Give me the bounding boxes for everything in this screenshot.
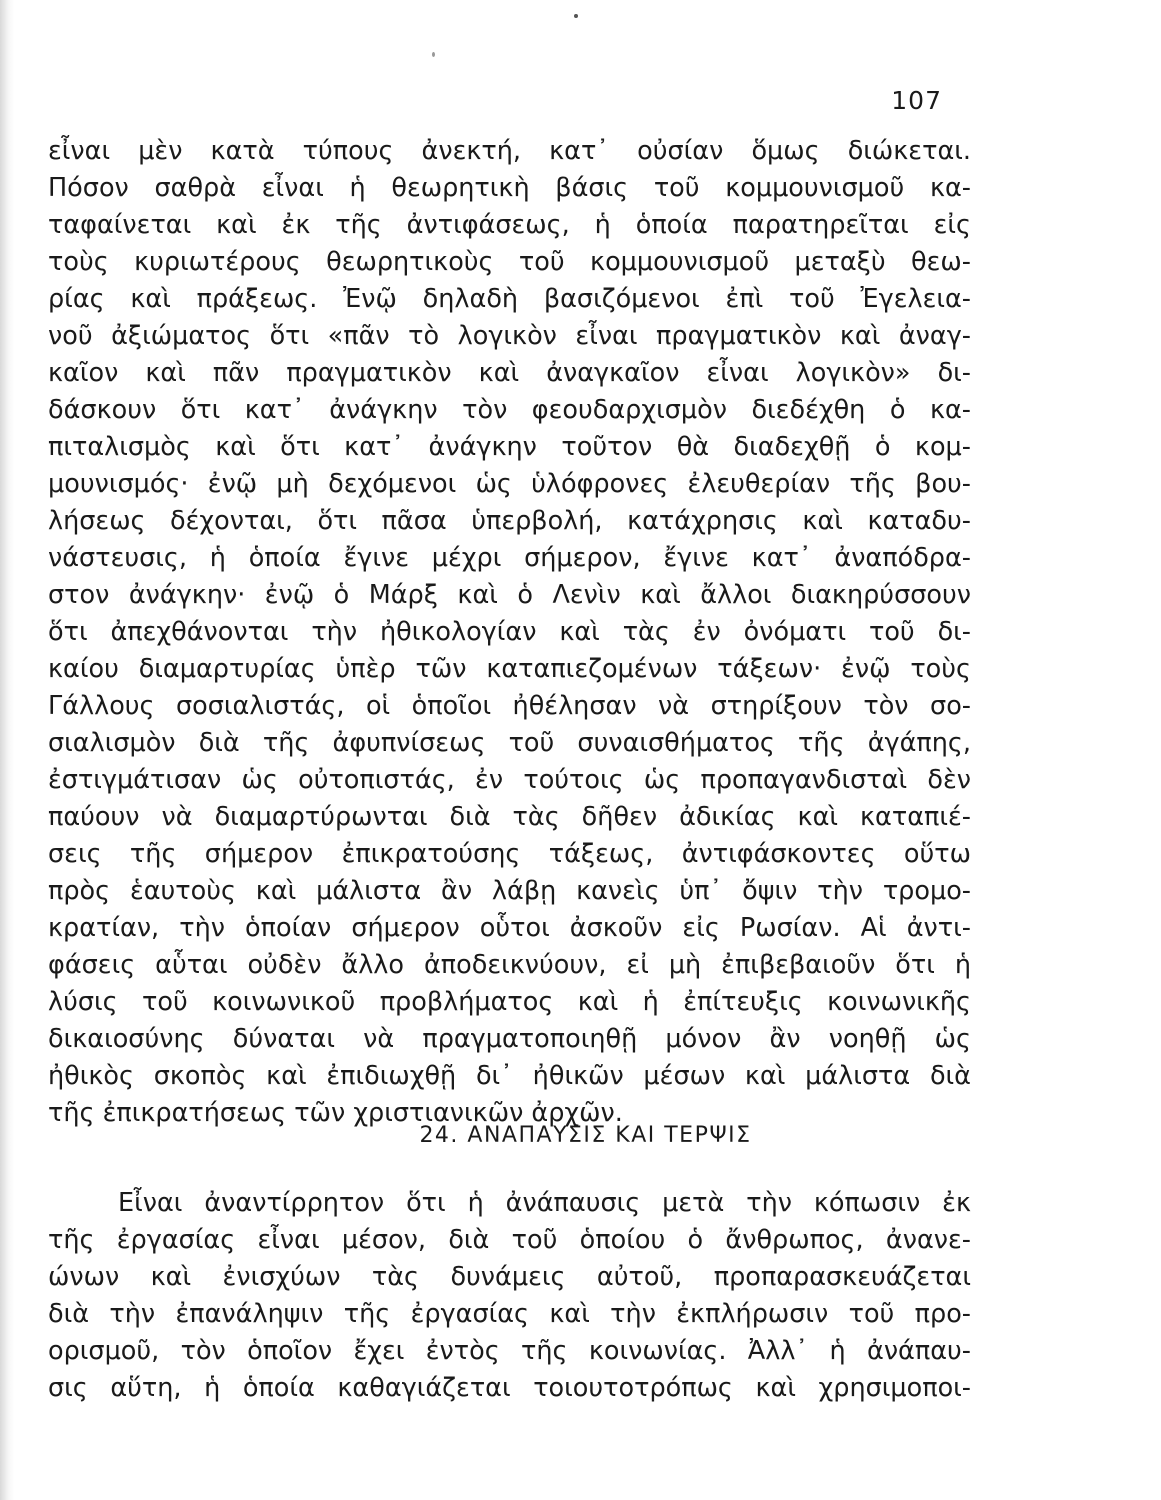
text-line: λήσεως δέχονται, ὅτι πᾶσα ὑπερβολή, κατάχρησις καὶ καταδυ- [48,506,971,536]
text-line: νοῦ ἀξιώματος ὅτι «πᾶν τὸ λογικὸν εἶναι πραγματικὸν καὶ ἀναγ- [48,321,971,351]
text-line: Πόσον σαθρὰ εἶναι ἡ θεωρητικὴ βάσις τοῦ κομμουνισμοῦ κα- [48,173,971,203]
text-line: ρίας καὶ πράξεως. Ἐνῷ δηλαδὴ βασιζόμενοι ἐπὶ τοῦ Ἐγελεια- [48,284,971,314]
text-line: καῖον καὶ πᾶν πραγματικὸν καὶ ἀναγκαῖον εἶναι λογικὸν» δι- [48,358,971,388]
text-line: τῆς ἐργασίας εἶναι μέσον, διὰ τοῦ ὁποίου ὁ ἄνθρωπος, ἀνανε- [48,1225,971,1255]
scanned-page-edge-shadow [0,0,14,1500]
page-number: 107 [891,86,942,115]
text-line: σιαλισμὸν διὰ τῆς ἀφυπνίσεως τοῦ συναισθήματος τῆς ἀγάπης, [48,728,971,758]
text-line: ώνων καὶ ἐνισχύων τὰς δυνάμεις αὐτοῦ, προπαρασκευάζεται [48,1262,971,1292]
text-line: παύουν νὰ διαμαρτύρωνται διὰ τὰς δῆθεν ἀδικίας καὶ καταπιέ- [48,802,971,832]
text-line: ταφαίνεται καὶ ἐκ τῆς ἀντιφάσεως, ἡ ὁποία παρατηρεῖται εἰς [48,210,971,240]
text-line: στον ἀνάγκην· ἐνῷ ὁ Μάρξ καὶ ὁ Λενὶν καὶ ἄλλοι διακηρύσσουν [48,580,971,610]
text-line: πιταλισμὸς καὶ ὅτι κατ᾽ ἀνάγκην τοῦτον θὰ διαδεχθῇ ὁ κομ- [48,432,971,462]
text-line: Γάλλους σοσιαλιστάς, οἱ ὁποῖοι ἠθέλησαν νὰ στηρίξουν τὸν σο- [48,691,971,721]
text-line: καίου διαμαρτυρίας ὑπὲρ τῶν καταπιεζομένων τάξεων· ἐνῷ τοὺς [48,654,971,684]
text-line: δικαιοσύνης δύναται νὰ πραγματοποιηθῇ μόνον ἂν νοηθῇ ὡς [48,1024,971,1054]
text-line: τοὺς κυριωτέρους θεωρητικοὺς τοῦ κομμουνισμοῦ μεταξὺ θεω- [48,247,971,277]
scan-dust-speck [432,52,435,57]
text-line: λύσις τοῦ κοινωνικοῦ προβλήματος καὶ ἡ ἐπίτευξις κοινωνικῆς [48,987,971,1017]
scan-dust-speck [574,14,578,18]
text-line: Εἶναι ἀναντίρρητον ὅτι ἡ ἀνάπαυσις μετὰ τὴν κόπωσιν ἐκ [118,1188,971,1218]
text-line: πρὸς ἑαυτοὺς καὶ μάλιστα ἂν λάβῃ κανεὶς ὑπ᾽ ὄψιν τὴν τρομο- [48,876,971,906]
text-line: μουνισμός· ἐνῷ μὴ δεχόμενοι ὡς ὑλόφρονες ἐλευθερίαν τῆς βου- [48,469,971,499]
text-line: δάσκουν ὅτι κατ᾽ ἀνάγκην τὸν φεουδαρχισμὸν διεδέχθη ὁ κα- [48,395,971,425]
text-line: ὅτι ἀπεχθάνονται τὴν ἠθικολογίαν καὶ τὰς ἐν ὀνόματι τοῦ δι- [48,617,971,647]
text-line: νάστευσις, ἡ ὁποία ἔγινε μέχρι σήμερον, ἔγινε κατ᾽ ἀναπόδρα- [48,543,971,573]
text-line: ορισμοῦ, τὸν ὁποῖον ἔχει ἐντὸς τῆς κοινωνίας. Ἀλλ᾽ ἡ ἀνάπαυ- [48,1336,971,1366]
text-line: διὰ τὴν ἐπανάληψιν τῆς ἐργασίας καὶ τὴν ἐκπλήρωσιν τοῦ προ- [48,1299,971,1329]
text-line: σεις τῆς σήμερον ἐπικρατούσης τάξεως, ἀντιφάσκοντες οὕτω [48,839,971,869]
text-line: φάσεις αὗται οὐδὲν ἄλλο ἀποδεικνύουν, εἰ μὴ ἐπιβεβαιοῦν ὅτι ἡ [48,950,971,980]
text-line: ἐστιγμάτισαν ὡς οὐτοπιστάς, ἐν τούτοις ὡς προπαγανδισταὶ δὲν [48,765,971,795]
text-line: κρατίαν, τὴν ὁποίαν σήμερον οὗτοι ἀσκοῦν εἰς Ρωσίαν. Αἱ ἀντι- [48,913,971,943]
text-line: σις αὕτη, ἡ ὁποία καθαγιάζεται τοιουτοτρόπως καὶ χρησιμοποι- [48,1373,971,1403]
section-heading: 24. ΑΝΑΠΑΥΣΙΣ ΚΑΙ ΤΕΡΨΙΣ [419,1123,752,1148]
text-line: τῆς ἐπικρατήσεως τῶν χριστιανικῶν ἀρχῶν. [48,1098,623,1128]
text-line: ἠθικὸς σκοπὸς καὶ ἐπιδιωχθῇ δι᾽ ἠθικῶν μέσων καὶ μάλιστα διὰ [48,1061,971,1091]
text-line: εἶναι μὲν κατὰ τύπους ἀνεκτή, κατ᾽ οὐσίαν ὅμως διώκεται. [48,136,971,166]
